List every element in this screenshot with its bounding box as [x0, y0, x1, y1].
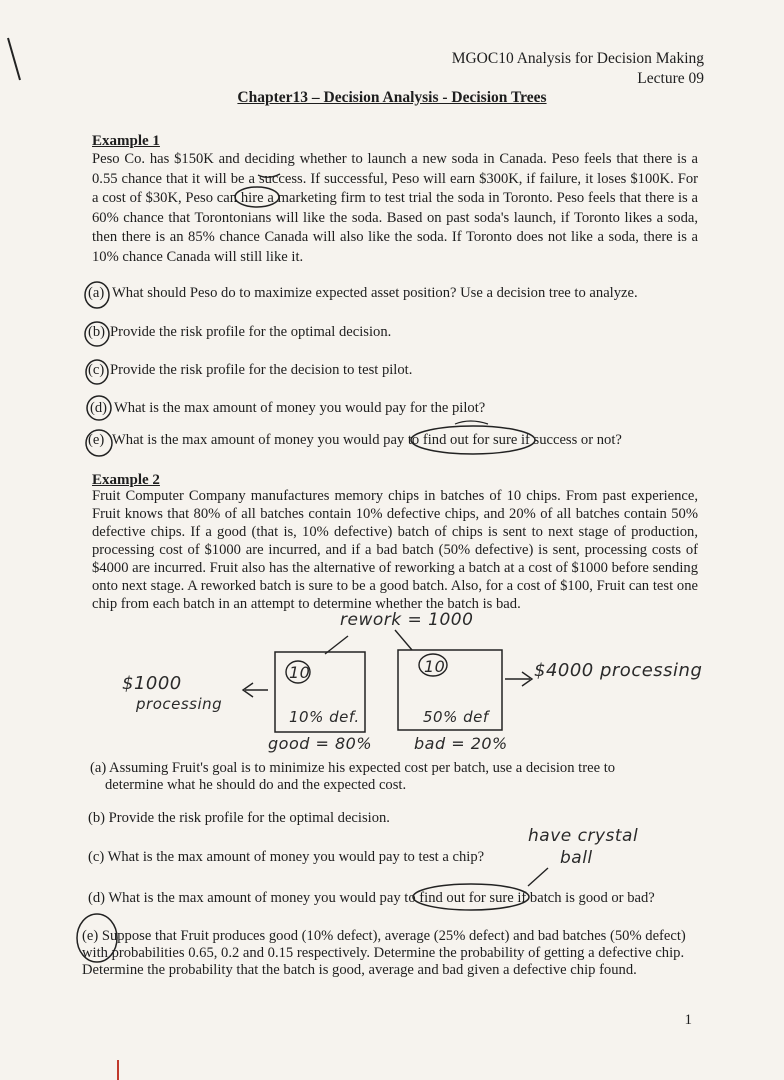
handwritten-box2-count: 10: [424, 657, 446, 676]
handwritten-left-label: processing: [136, 695, 223, 713]
question-text: What is the max amount of money you would pay to find out for sure if success or not?: [112, 432, 622, 448]
ink-mark-find-out: [455, 421, 488, 424]
question-text: What is the max amount of money you would pay for the pilot?: [114, 400, 486, 416]
crystal-line: [528, 868, 548, 886]
handwritten-rework-note: rework = 1000: [340, 610, 474, 630]
handwritten-good-prob: good = 80%: [268, 734, 373, 753]
handwritten-box2-label: 50% def: [423, 708, 489, 726]
question-letter: (b): [88, 324, 106, 340]
question-letter: (e): [88, 432, 105, 448]
handwritten-right-cost: $4000 processing: [534, 660, 703, 681]
question-text: Provide the risk profile for the decision to test pilot.: [110, 362, 413, 378]
example2-question-a-cont: determine what he should do and the expected cost.: [105, 777, 407, 793]
example2-question-b: (b) Provide the risk profile for the optimal decision.: [88, 810, 390, 826]
handwritten-crystal-note: have crystal: [528, 826, 639, 846]
question-text: What should Peso do to maximize expected asset position? Use a decision tree to analyze.: [112, 285, 638, 301]
handwritten-box1-label: 10% def.: [289, 708, 360, 726]
arrow-right-head: [522, 672, 532, 686]
question-letter: (c): [88, 362, 105, 378]
handwritten-left-cost: $1000: [122, 673, 182, 694]
course-title: MGOC10 Analysis for Decision Making: [451, 50, 704, 67]
rework-line-right: [395, 630, 412, 650]
page-number: 1: [684, 1012, 692, 1028]
arrow-left-head: [243, 683, 253, 697]
handwritten-bad-prob: bad = 20%: [414, 734, 508, 753]
example2-paragraph: Fruit Computer Company manufactures memory chips in batches of 10 chips. From past experience, Fruit knows that 80% of all batches contain 10% defective chips, and 20% of all batches contain 50% defective chips. If a good (that is, 10% defective) batch of chips is sent to next stage of production, processing cost of $1000 are incurred, and if a bad batch (50% defective) is sent, processing costs of $4000 are incurred. Fruit also has the alternative of reworking a batch at a cost of $1000 before sending onto next stage. A reworked batch is sure to be a good batch. Also, for a cost of $100, Fruit can test one chip from each batch in an attempt to determine whether the batch is bad.: [92, 488, 698, 612]
handwritten-crystal-note-2: ball: [560, 848, 593, 868]
question-text: Provide the risk profile for the optimal decision.: [110, 324, 392, 340]
example1-paragraph: Peso Co. has $150K and deciding whether to launch a new soda in Canada. Peso feels that there is a 0.55 chance that it will be a success. If successful, Peso will earn $300K, if failure, it loses $100K. For a cost of $30K, Peso can hire a marketing firm to test trial the soda in Toronto. Peso feels that there is a 60% chance that Torontonians will like the soda. Based on past soda's launch, if Toronto likes a soda, then there is an 85% chance Canada will also like the soda. If Toronto does not like a soda, there is a 10% chance Canada will still like it.: [92, 151, 698, 265]
example2-question-a: (a) Assuming Fruit's goal is to minimize his expected cost per batch, use a decision tree to: [90, 760, 616, 776]
example2-question-d: (d) What is the max amount of money you would pay to find out for sure if batch is good or bad?: [88, 890, 655, 906]
example2-title: Example 2: [92, 472, 160, 488]
stray-pen-mark: [8, 38, 20, 80]
chapter-title: Chapter13 – Decision Analysis - Decision Trees: [237, 89, 547, 106]
lecture-number: Lecture 09: [637, 70, 704, 87]
handwritten-box1-count: 10: [289, 663, 311, 682]
example1-title: Example 1: [92, 133, 160, 149]
example2-question-e: (e) Suppose that Fruit produces good (10% defect), average (25% defect) and bad batches (50% defect) with probabilities 0.65, 0.2 and 0.15 respectively. Determine the probability of getting a defective chip. Determine the probability that the batch is good, average and bad given a defective chip found.: [82, 928, 686, 978]
question-letter: (a): [88, 285, 105, 301]
question-letter: (d): [90, 400, 108, 416]
example2-question-c: (c) What is the max amount of money you would pay to test a chip?: [88, 849, 485, 865]
rework-line-left: [325, 636, 348, 654]
